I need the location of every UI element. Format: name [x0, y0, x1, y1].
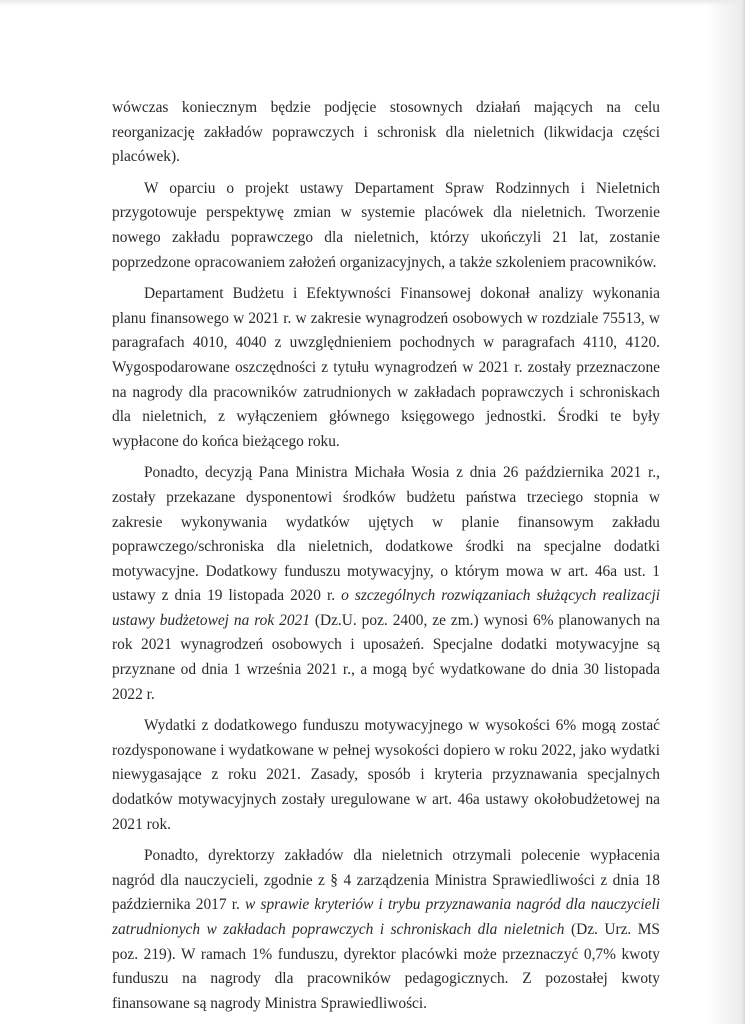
- document-body: [112, 96, 660, 1023]
- paragraph-2-text: W oparciu o projekt ustawy Departament Spraw Rodzinnych i Nieletnich przygotowuje perspektywę zmian w systemie placówek dla nieletnich. Tworzenie nowego zakładu poprawczego dla nieletnich, którzy ukończyli 21 lat, zostanie poprzedzone opracowaniem założeń organizacyjnych, a także szkoleniem pracowników.: [112, 179, 660, 271]
- paragraph-4-text-b: (Dz.U. poz. 2400, ze zm.) wynosi 6% planowanych na rok 2021 wynagrodzeń osobowych i uposażeń. Specjalne dodatki motywacyjne są przyznane od dnia 1 września 2021 r., a mogą być wydatkowane do dnia 30 listopada 2022 r.: [112, 611, 660, 703]
- paragraph-4-text-a: Ponadto, decyzją Pana Ministra Michała Wosia z dnia 26 października 2021 r., zostały przekazane dysponentowi środków budżetu państwa trzeciego stopnia w zakresie wykonywania wydatków ujętych w planie finansowym zakładu poprawczego/schroniska dla nieletnich, dodatkowe środki na specjalne dodatki motywacyjne. Dodatkowy funduszu motywacyjny, o którym mowa w art. 46a ust. 1 ustawy z dnia 19 listopada 2020 r.: [112, 464, 660, 605]
- paragraph-1: [112, 96, 660, 170]
- scan-top-edge: [0, 0, 745, 6]
- paragraph-4-act-title: o szczególnych rozwiązaniach służących realizacji ustawy budżetowej na rok 2021: [112, 587, 660, 629]
- paragraph-3-text: Departament Budżetu i Efektywności Finansowej dokonał analizy wykonania planu finansowego w 2021 r. w zakresie wynagrodzeń osobowych w rozdziale 75513, w paragrafach 4010, 4040 z uwzględnieniem pochodnych w paragrafach 4110, 4120. Wygospodarowane oszczędności z tytułu wynagrodzeń w 2021 r. zostały przeznaczone na nagrody dla pracowników zatrudnionych w zakładach poprawczych i schroniskach dla nieletnich, z wyłączeniem głównego księgowego jednostki. Środki te były wypłacone do końca bieżącego roku.: [112, 285, 660, 450]
- scan-right-edge-shadow: [705, 0, 745, 1024]
- paragraph-5: [112, 714, 660, 837]
- paragraph-2: [112, 177, 660, 275]
- paragraph-1-text: wówczas koniecznym będzie podjęcie stosownych działań mających na celu reorganizację zakładów poprawczych i schronisk dla nieletnich (likwidacja części placówek).: [112, 99, 660, 166]
- paragraph-5-text: Wydatki z dodatkowego funduszu motywacyjnego w wysokości 6% mogą zostać rozdysponowane i wydatkowane w pełnej wysokości dopiero w roku 2022, jako wydatki niewygasające z roku 2021. Zasady, sposób i kryteria przyznawania specjalnych dodatków motywacyjnych zostały uregulowane w art. 46a ustawy okołobudżetowej na 2021 rok.: [112, 717, 660, 833]
- paragraph-6-text-b: (Dz. Urz. MS poz. 219). W ramach 1% funduszu, dyrektor placówki może przeznaczyć 0,7% kwoty funduszu na nagrody dla pracowników pedagogicznych. Z pozostałej kwoty finansowane są nagrody Ministra Sprawiedliwości.: [112, 921, 660, 1012]
- paragraph-3: [112, 282, 660, 454]
- paragraph-6-text-a: Ponadto, dyrektorzy zakładów dla nieletnich otrzymali polecenie wypłacenia nagród dla nauczycieli, zgodnie z § 4 zarządzenia Ministra Sprawiedliwości z dnia 18 października 2017 r.: [112, 847, 660, 914]
- paragraph-6-regulation-title: w sprawie kryteriów i trybu przyznawania nagród dla nauczycieli zatrudnionych w zakładach poprawczych i schroniskach dla nieletnich: [112, 896, 660, 938]
- paragraph-6: [112, 844, 660, 1016]
- paragraph-4: [112, 461, 660, 707]
